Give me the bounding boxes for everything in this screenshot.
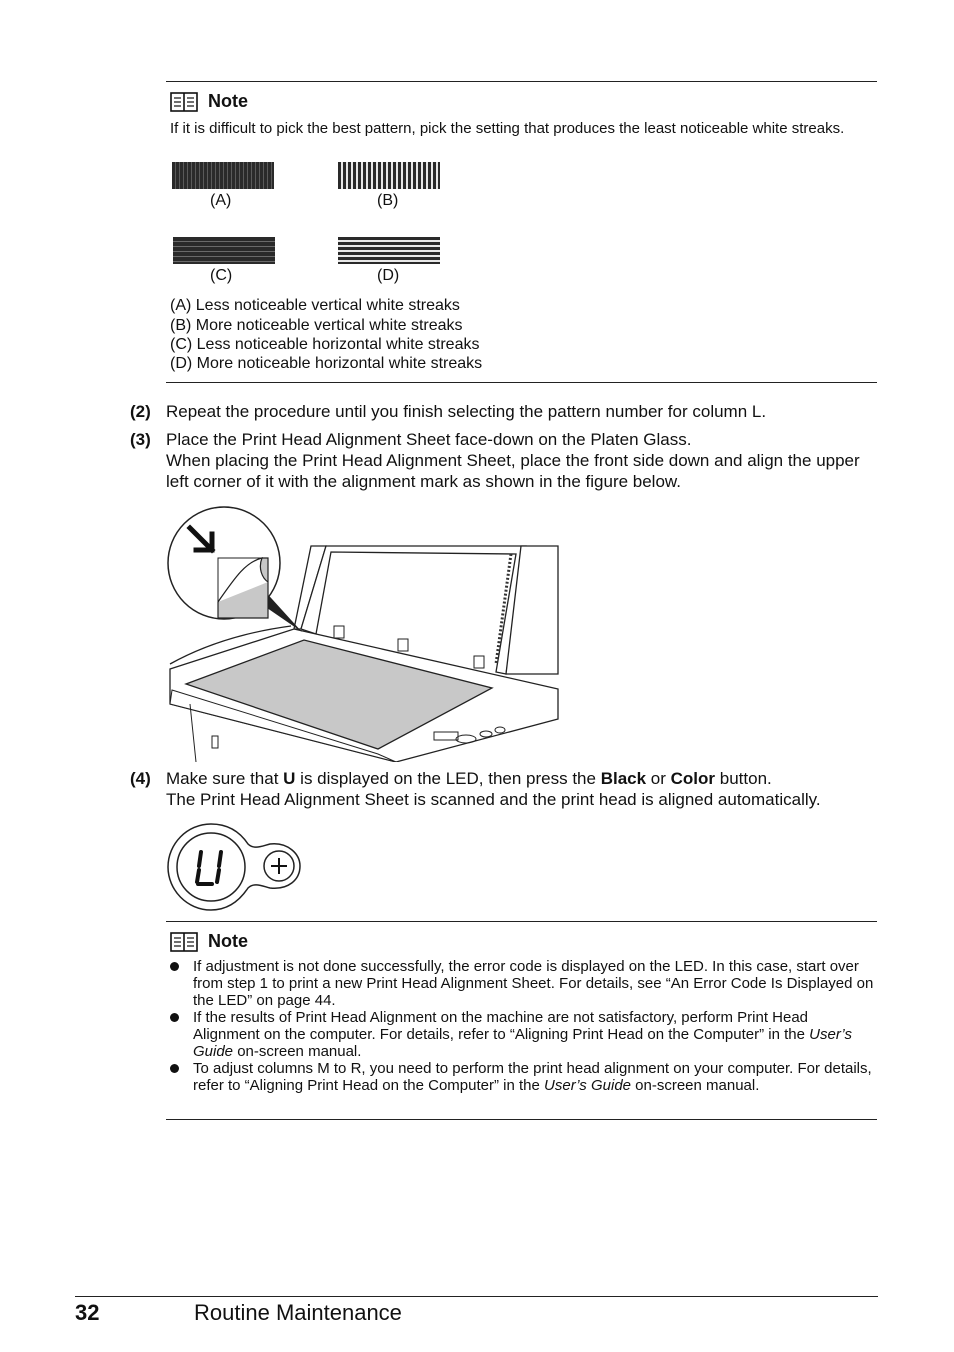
list-item: To adjust columns M to R, you need to perform the print head alignment on your computer. For details, refer to “Aligning Print Head on the Computer” in the User’s Guide on-screen manual. bbox=[168, 1060, 878, 1094]
page-number: 32 bbox=[75, 1300, 100, 1325]
bullet-icon bbox=[170, 1013, 179, 1022]
bullet-icon bbox=[170, 962, 179, 971]
footer-rule bbox=[75, 1296, 878, 1297]
led-display-illustration bbox=[166, 822, 302, 912]
step-3-text: Place the Print Head Alignment Sheet face-down on the Platen Glass. bbox=[166, 430, 692, 449]
pattern-b bbox=[338, 162, 440, 189]
note2-bottom-rule bbox=[166, 1119, 877, 1120]
bullet-icon bbox=[170, 1064, 179, 1073]
step-4-number: (4) bbox=[130, 769, 151, 788]
note1-top-rule bbox=[166, 81, 877, 82]
list-item: If the results of Print Head Alignment on the machine are not satisfactory, perform Print Head Alignment on the computer. For details, refer to “Aligning Print Head on the Computer” in the User’s Guide on-screen manual. bbox=[168, 1009, 878, 1060]
legend-a: (A) Less noticeable vertical white streaks bbox=[170, 297, 460, 314]
caption-b: (B) bbox=[377, 192, 399, 209]
note1-bottom-rule bbox=[166, 382, 877, 383]
step-2-text: Repeat the procedure until you finish selecting the pattern number for column L. bbox=[166, 402, 767, 421]
note1-heading bbox=[170, 91, 248, 112]
caption-a: (A) bbox=[210, 192, 232, 209]
note2-bullet-list bbox=[168, 958, 878, 1094]
book-icon bbox=[170, 932, 198, 952]
note1-heading-label: Note bbox=[208, 91, 248, 111]
legend-b: (B) More noticeable vertical white streaks bbox=[170, 317, 463, 334]
step-4-text: Make sure that U is displayed on the LED, then press the Black or Color button. bbox=[166, 769, 772, 788]
note2-heading-label: Note bbox=[208, 931, 248, 951]
pattern-d bbox=[338, 237, 440, 264]
step-4-detail: The Print Head Alignment Sheet is scanned and the print head is aligned automatically. bbox=[166, 790, 821, 809]
book-icon bbox=[170, 92, 198, 112]
step-2-number: (2) bbox=[130, 402, 151, 421]
legend-d: (D) More noticeable horizontal white streaks bbox=[170, 355, 483, 372]
legend-c: (C) Less noticeable horizontal white streaks bbox=[170, 336, 480, 353]
platen-glass-illustration bbox=[166, 504, 560, 762]
note2-heading bbox=[170, 931, 248, 952]
pattern-c bbox=[173, 237, 275, 264]
pattern-a bbox=[172, 162, 274, 189]
note2-top-rule bbox=[166, 921, 877, 922]
caption-c: (C) bbox=[210, 267, 233, 284]
list-item: If adjustment is not done successfully, the error code is displayed on the LED. In this case, start over from step 1 to print a new Print Head Alignment Sheet. For details, see “An Error Code Is Displayed on the LED” on page 44. bbox=[168, 958, 878, 1009]
section-title: Routine Maintenance bbox=[194, 1300, 402, 1325]
caption-d: (D) bbox=[377, 267, 400, 284]
step-3-number: (3) bbox=[130, 430, 151, 449]
step-3-detail: When placing the Print Head Alignment Sheet, place the front side down and align the upper left corner of it with the alignment mark as shown in the figure below. bbox=[166, 451, 860, 491]
note1-text: If it is difficult to pick the best pattern, pick the setting that produces the least noticeable white streaks. bbox=[170, 120, 845, 137]
